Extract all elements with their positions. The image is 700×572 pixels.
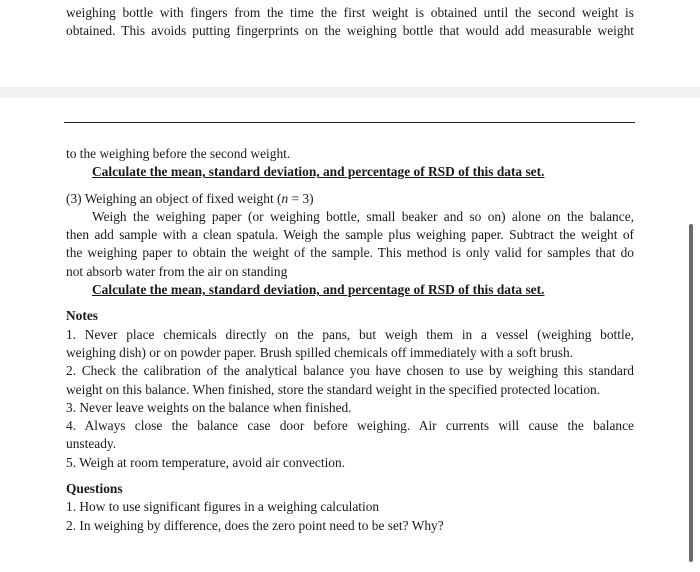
page-break-gap bbox=[0, 87, 700, 98]
note-line: 1. Never place chemicals directly on the pans, but weigh them in a vessel (weighing bottle, bbox=[66, 326, 634, 342]
main-content bbox=[66, 145, 634, 535]
note-line: weight on this balance. When finished, store the standard weight in the specified protected location. bbox=[66, 381, 601, 397]
section3-title: (3) Weighing an object of fixed weight (n = 3) bbox=[66, 190, 314, 206]
note-line: 2. Check the calibration of the analytical balance you have chosen to use by weighing this standard bbox=[66, 363, 634, 379]
note-line: 4. Always close the balance case door before weighing. Air currents will cause the balance bbox=[66, 418, 634, 434]
question-item: 2. In weighing by difference, does the zero point need to be set? Why? bbox=[66, 517, 444, 533]
section3-line: then add sample with a clean spatula. Weigh the sample plus weighing paper. Subtract the weight of bbox=[66, 227, 634, 243]
vertical-scrollbar[interactable] bbox=[689, 224, 693, 562]
section3-line: Weigh the weighing paper (or weighing bottle, small beaker and so on) alone on the balance, bbox=[92, 208, 634, 224]
horizontal-rule bbox=[64, 122, 635, 123]
task-instruction: Calculate the mean, standard deviation, and percentage of RSD of this data set. bbox=[92, 164, 545, 180]
note-line: 5. Weigh at room temperature, avoid air convection. bbox=[66, 454, 346, 470]
task-instruction: Calculate the mean, standard deviation, and percentage of RSD of this data set. bbox=[92, 282, 545, 298]
continuation-line: to the weighing before the second weight. bbox=[66, 146, 291, 161]
top-paragraph-line: obtained. This avoids putting fingerprints on the weighing bottle that would add measurable weight bbox=[66, 23, 634, 39]
note-line: unsteady. bbox=[66, 436, 117, 452]
section3-line: not absorb water from the air on standing bbox=[66, 263, 288, 279]
section3-line: the weighing paper to obtain the weight of the sample. This method is only valid for samples that do bbox=[66, 245, 634, 261]
top-paragraph-line: weighing bottle with fingers from the time the first weight is obtained until the second weight is bbox=[66, 5, 634, 20]
question-item: 1. How to use significant figures in a weighing calculation bbox=[66, 499, 380, 515]
note-line: 3. Never leave weights on the balance when finished. bbox=[66, 399, 352, 415]
questions-heading: Questions bbox=[66, 481, 123, 497]
top-paragraph bbox=[66, 4, 634, 41]
notes-heading: Notes bbox=[66, 308, 98, 324]
note-line: weighing dish) or on powder paper. Brush spilled chemicals off immediately with a soft brush. bbox=[66, 344, 574, 360]
